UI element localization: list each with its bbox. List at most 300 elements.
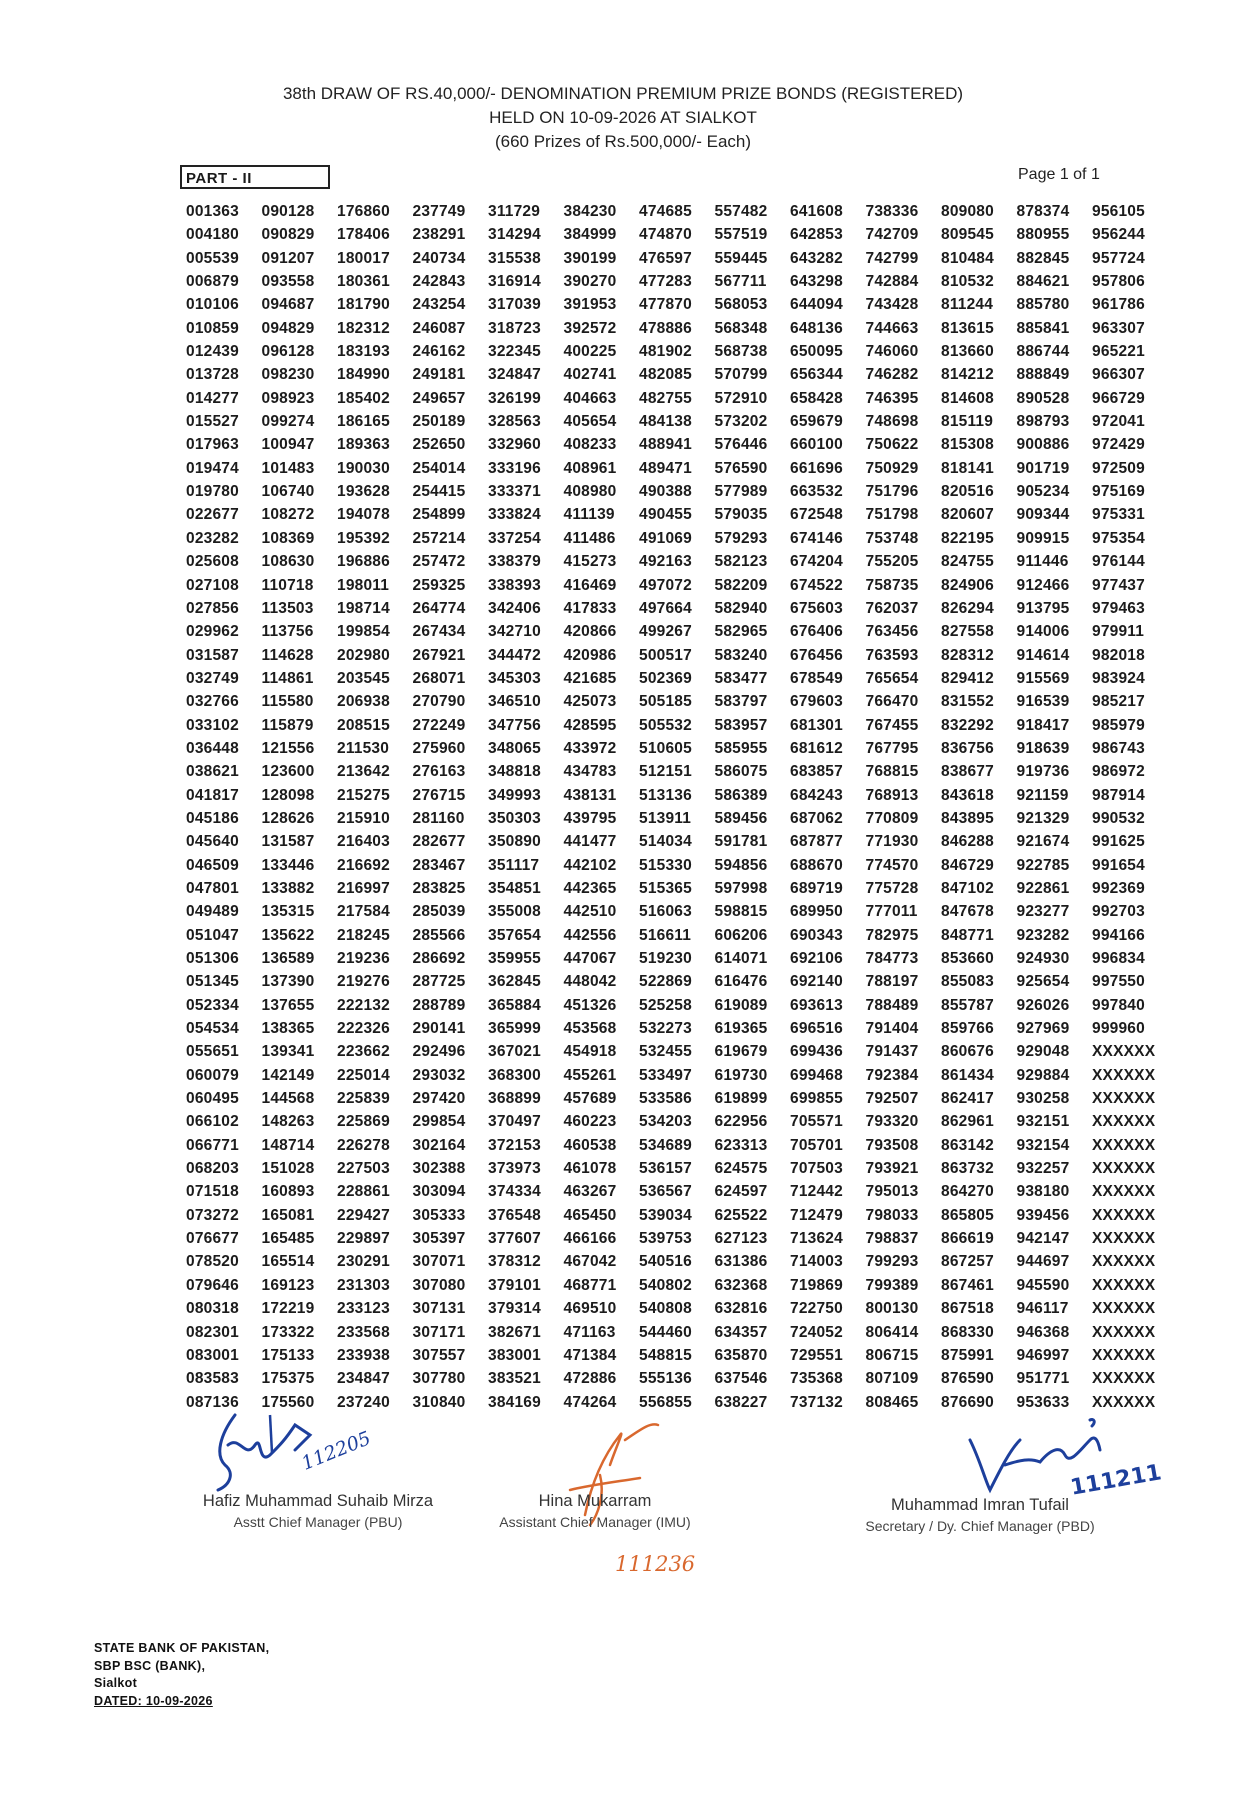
bond-number: 087136	[186, 1393, 239, 1411]
bond-number: 712442	[790, 1183, 843, 1201]
bond-number: 276163	[412, 763, 466, 781]
bond-number: 326199	[488, 389, 541, 407]
bond-number: 882845	[1016, 249, 1070, 267]
bond-number: 006879	[186, 273, 239, 291]
bond-number: 218245	[337, 926, 390, 944]
bond-number: 405654	[563, 413, 617, 431]
bond-number: 442365	[563, 879, 617, 897]
bond-number: 925654	[1016, 973, 1070, 991]
bond-number: 079646	[186, 1276, 239, 1294]
bond-number: 499267	[639, 623, 692, 641]
bond-number: 648136	[790, 319, 843, 337]
bond-number: 344472	[488, 646, 541, 664]
bond-number: 189363	[337, 436, 390, 454]
bond-number: 674204	[790, 553, 843, 571]
bond-number: XXXXXX	[1092, 1300, 1156, 1318]
bond-number: 225869	[337, 1113, 390, 1131]
bond-number: XXXXXX	[1092, 1066, 1156, 1084]
bond-number: XXXXXX	[1092, 1160, 1156, 1178]
bond-number: 957724	[1092, 249, 1145, 267]
bond-number: 586075	[714, 763, 768, 781]
bond-number: 623313	[714, 1136, 768, 1154]
bond-number: 681301	[790, 716, 843, 734]
bond-number: 019780	[186, 483, 239, 501]
bond-number: 252650	[412, 436, 466, 454]
signature-2-annotation: 111236	[615, 1552, 696, 1576]
bond-number: 926026	[1016, 996, 1070, 1014]
bond-number: 972041	[1092, 413, 1145, 431]
bond-number: 438131	[563, 786, 617, 804]
bond-number: 490388	[639, 483, 692, 501]
bond-number: 453568	[563, 1020, 617, 1038]
bond-number: 482085	[639, 366, 692, 384]
bond-number: 619365	[714, 1020, 768, 1038]
bond-number: 806715	[865, 1346, 919, 1364]
signatory-3	[830, 1494, 1130, 1536]
bond-number: 919736	[1016, 763, 1070, 781]
bond-number: 832292	[941, 716, 994, 734]
bond-number: 068203	[186, 1160, 239, 1178]
bond-number: 863142	[941, 1136, 994, 1154]
bond-number: 311729	[488, 203, 541, 220]
bond-number: 699468	[790, 1066, 843, 1084]
bond-number: 991625	[1092, 833, 1145, 851]
bond-column	[488, 200, 564, 1414]
bond-number: 428595	[563, 716, 617, 734]
bond-number: 815119	[941, 413, 994, 431]
bond-number: 807109	[865, 1370, 919, 1388]
bond-number: 514034	[639, 833, 692, 851]
bond-number: 415273	[563, 553, 617, 571]
bond-number: 930258	[1016, 1090, 1070, 1108]
bond-number: 598815	[714, 903, 768, 921]
bond-number: 367021	[488, 1043, 541, 1061]
bond-number: 172219	[261, 1300, 315, 1318]
bond-number: 457689	[563, 1090, 617, 1108]
bond-number: 826294	[941, 599, 994, 617]
part-label: PART - II	[180, 165, 330, 189]
bond-number: 885841	[1016, 319, 1070, 337]
bond-number: 953633	[1016, 1393, 1070, 1411]
bond-number: 175560	[261, 1393, 315, 1411]
bond-number: 492163	[639, 553, 692, 571]
bond-number: 692106	[790, 950, 843, 967]
bond-number: 287725	[412, 973, 466, 991]
bond-number: 023282	[186, 529, 239, 547]
bond-number: 460538	[563, 1136, 617, 1154]
bond-number: 788197	[865, 973, 919, 991]
bond-number: 750622	[865, 436, 919, 454]
bond-number: 939456	[1016, 1206, 1070, 1224]
bond-number: 918639	[1016, 739, 1070, 757]
bond-number: 489471	[639, 459, 692, 477]
bond-number: 768913	[865, 786, 919, 804]
bond-number: 377607	[488, 1230, 541, 1248]
bond-number: 307557	[412, 1346, 466, 1364]
bond-number: 843895	[941, 809, 994, 827]
bond-number: 724052	[790, 1323, 843, 1341]
bond-number: 818141	[941, 459, 994, 477]
bond-number: 148263	[261, 1113, 315, 1131]
bond-number: 357654	[488, 926, 541, 944]
bond-number: 532455	[639, 1043, 692, 1061]
bond-number: 082301	[186, 1323, 239, 1341]
bond-number: 307131	[412, 1300, 466, 1318]
bond-number: 230291	[337, 1253, 390, 1271]
bond-number: 768815	[865, 763, 919, 781]
bond-number: 616476	[714, 973, 768, 991]
signatory-1	[168, 1490, 468, 1532]
bond-number: 865805	[941, 1206, 994, 1224]
bond-column	[639, 200, 715, 1414]
signatory-2-title: Assistant Chief Manager (IMU)	[499, 1514, 691, 1530]
bond-number: 746282	[865, 366, 919, 384]
bond-number: 597998	[714, 879, 768, 897]
bond-number: 080318	[186, 1300, 239, 1318]
bond-number: 123600	[261, 763, 315, 781]
bond-number: 909344	[1016, 506, 1070, 524]
bond-number: 216403	[337, 833, 390, 851]
bond-number: 956244	[1092, 226, 1145, 244]
bond-number: 502369	[639, 669, 692, 687]
bond-number: 656344	[790, 366, 843, 384]
bond-number: 976144	[1092, 553, 1145, 571]
bond-number: 864270	[941, 1183, 994, 1201]
bond-number: 843618	[941, 786, 994, 804]
bond-number: 322345	[488, 343, 541, 361]
bond-number: 824755	[941, 553, 994, 571]
bond-number: 632816	[714, 1300, 768, 1318]
bond-number: 927969	[1016, 1020, 1070, 1038]
bond-number: 836756	[941, 739, 994, 757]
bond-number: XXXXXX	[1092, 1230, 1156, 1248]
bond-number: XXXXXX	[1092, 1253, 1156, 1271]
bond-number: XXXXXX	[1092, 1276, 1156, 1294]
bond-number: 932257	[1016, 1160, 1070, 1178]
bond-number: 676456	[790, 646, 843, 664]
bond-number: 404663	[563, 389, 617, 407]
bond-number: 379314	[488, 1300, 541, 1318]
bond-number: 400225	[563, 343, 617, 361]
bond-number: 735368	[790, 1370, 843, 1388]
bond-number: 659679	[790, 413, 843, 431]
bond-number: 693613	[790, 996, 843, 1014]
bond-number: 714003	[790, 1253, 843, 1271]
bond-number: 979463	[1092, 599, 1145, 617]
signature-3-annotation: 111211	[1068, 1460, 1164, 1501]
bond-number: 513136	[639, 786, 692, 804]
bond-number: 696516	[790, 1020, 843, 1038]
signatory-2	[470, 1490, 720, 1532]
bond-number: 642853	[790, 226, 843, 244]
bond-number: 583477	[714, 669, 768, 687]
bond-number: 576590	[714, 459, 768, 477]
bond-number: 921159	[1016, 786, 1069, 804]
bond-number: 985979	[1092, 716, 1145, 734]
bond-number: 203545	[337, 669, 390, 687]
bond-number: 115879	[261, 716, 314, 734]
bond-number: 083001	[186, 1346, 239, 1364]
bond-number: 372153	[488, 1136, 541, 1154]
bond-number: 811244	[941, 296, 994, 314]
bond-number: 302388	[412, 1160, 466, 1178]
bond-number: 536157	[639, 1160, 692, 1178]
bond-number: 384999	[563, 226, 617, 244]
bond-number: 299854	[412, 1113, 466, 1131]
bond-number: 362845	[488, 973, 541, 991]
bond-number: 838677	[941, 763, 994, 781]
bond-number: 114861	[261, 669, 314, 687]
bond-number: 254415	[412, 483, 466, 501]
bond-number: 847678	[941, 903, 994, 921]
bond-number: 208515	[337, 716, 390, 734]
bond-number: 099274	[261, 413, 315, 431]
bond-number: 051306	[186, 950, 239, 967]
bond-number: 246087	[412, 319, 466, 337]
bond-number: 705571	[790, 1113, 843, 1131]
bond-number: 052334	[186, 996, 239, 1014]
bond-number: 183193	[337, 343, 390, 361]
bond-number: 674146	[790, 529, 843, 547]
bond-number: 180017	[337, 249, 390, 267]
bond-number: 114628	[261, 646, 314, 664]
bond-number: 681612	[790, 739, 843, 757]
bond-number: 073272	[186, 1206, 239, 1224]
signatory-2-name: Hina Mukarram	[538, 1492, 652, 1510]
bond-number: 137390	[261, 973, 315, 991]
bond-number: 750929	[865, 459, 919, 477]
bond-number: 051345	[186, 973, 239, 991]
bond-number: 951771	[1016, 1370, 1070, 1388]
bond-number: 215910	[337, 809, 390, 827]
bond-number: 555136	[639, 1370, 692, 1388]
bond-number: 932154	[1016, 1136, 1070, 1154]
bond-number: 169123	[261, 1276, 315, 1294]
bond-number: 223662	[337, 1043, 390, 1061]
bond-number: 965221	[1092, 343, 1145, 361]
bond-number: 476597	[639, 249, 692, 267]
bond-number: 038621	[186, 763, 239, 781]
bond-number: 614071	[714, 950, 768, 967]
bond-number: 589456	[714, 809, 768, 827]
bond-number: 579035	[714, 506, 768, 524]
bond-number: 922785	[1016, 856, 1070, 874]
bond-number: 884621	[1016, 273, 1070, 291]
bond-number: 961786	[1092, 296, 1145, 314]
bond-number: 206938	[337, 693, 390, 711]
bond-number: 753748	[865, 529, 919, 547]
bond-number: 829412	[941, 669, 994, 687]
bond-number: 985217	[1092, 693, 1145, 711]
bond-number: 743428	[865, 296, 919, 314]
bond-number: 876590	[941, 1370, 994, 1388]
bond-number: 532273	[639, 1020, 692, 1038]
bond-number: 643298	[790, 273, 843, 291]
bond-number: 901719	[1016, 459, 1070, 477]
bond-number: 228861	[337, 1183, 390, 1201]
bond-number: 944697	[1016, 1253, 1070, 1271]
bond-number: 922861	[1016, 879, 1070, 897]
bond-number: 474264	[563, 1393, 617, 1411]
bond-number: 460223	[563, 1113, 617, 1131]
bond-number: 512151	[639, 763, 692, 781]
bond-number: 820607	[941, 506, 994, 524]
bond-number: 420866	[563, 623, 617, 641]
bond-number: 015527	[186, 413, 239, 431]
bond-number: 900886	[1016, 436, 1070, 454]
bond-number: 227503	[337, 1160, 390, 1178]
bond-number: 853660	[941, 950, 994, 967]
bond-number: 782975	[865, 926, 919, 944]
bond-number: 175375	[261, 1370, 315, 1388]
bond-number: 465450	[563, 1206, 617, 1224]
bond-number: 795013	[865, 1183, 919, 1201]
bond-number: 824906	[941, 576, 994, 594]
bond-number: 982018	[1092, 646, 1145, 664]
bond-number: 032749	[186, 669, 239, 687]
bond-number: 519230	[639, 950, 692, 967]
bond-number: 746060	[865, 343, 919, 361]
bond-number: 689719	[790, 879, 843, 897]
bond-number: 332960	[488, 436, 541, 454]
bond-number: 066771	[186, 1136, 239, 1154]
bond-number: 777011	[865, 903, 918, 921]
bond-number: 625522	[714, 1206, 768, 1224]
bond-number: 408233	[563, 436, 617, 454]
bond-number: 911446	[1016, 553, 1069, 571]
bond-number: 347756	[488, 716, 541, 734]
bond-number: 866619	[941, 1230, 994, 1248]
bond-number: 128098	[261, 786, 315, 804]
bond-number: 307780	[412, 1370, 466, 1388]
bond-number-table	[186, 200, 1168, 1414]
bond-number: XXXXXX	[1092, 1043, 1156, 1061]
bond-number: 066102	[186, 1113, 239, 1131]
bond-number: 478886	[639, 319, 692, 337]
bond-number: 350890	[488, 833, 541, 851]
bond-number: 770809	[865, 809, 919, 827]
bond-number: 215275	[337, 786, 390, 804]
bond-number: 219236	[337, 950, 390, 967]
bond-number: 466166	[563, 1230, 617, 1248]
bond-number: 348065	[488, 739, 541, 757]
bond-number: 986743	[1092, 739, 1145, 757]
bond-number: 233938	[337, 1346, 390, 1364]
bond-number: 151028	[261, 1160, 315, 1178]
bond-number: 254014	[412, 459, 466, 477]
document-header	[0, 82, 1246, 154]
bond-number: 359955	[488, 950, 541, 967]
bond-number: 573202	[714, 413, 768, 431]
bond-number: 707503	[790, 1160, 843, 1178]
bond-number: 139341	[261, 1043, 315, 1061]
bond-number: 583240	[714, 646, 768, 664]
bond-number: 758735	[865, 576, 919, 594]
bond-number: 979911	[1092, 623, 1145, 641]
bond-number: 643282	[790, 249, 843, 267]
bond-number: 441477	[563, 833, 617, 851]
bond-number: 831552	[941, 693, 994, 711]
bond-number: 249657	[412, 389, 466, 407]
bond-number: 333824	[488, 506, 541, 524]
bond-number: 914614	[1016, 646, 1070, 664]
bond-number: XXXXXX	[1092, 1113, 1156, 1131]
bond-number: 259325	[412, 576, 466, 594]
bond-number: 378312	[488, 1253, 541, 1271]
bond-number: 945590	[1016, 1276, 1070, 1294]
bond-number: 451326	[563, 996, 617, 1014]
bond-number: 202980	[337, 646, 390, 664]
bond-number: 557519	[714, 226, 768, 244]
bond-number: 185402	[337, 389, 390, 407]
bond-number: 196886	[337, 553, 390, 571]
bond-number: 579293	[714, 529, 768, 547]
bond-column	[337, 200, 413, 1414]
bond-number: 791404	[865, 1020, 919, 1038]
bond-number: 582209	[714, 576, 768, 594]
bond-number: 650095	[790, 343, 843, 361]
bond-number: 484138	[639, 413, 692, 431]
bond-number: 744663	[865, 319, 919, 337]
bond-number: 411486	[563, 529, 616, 547]
bond-number: 638227	[714, 1393, 768, 1411]
bond-number: 368899	[488, 1090, 541, 1108]
bond-number: 392572	[563, 319, 617, 337]
bond-number: 992703	[1092, 903, 1145, 921]
bond-number: 307080	[412, 1276, 466, 1294]
bond-number: 442102	[563, 856, 617, 874]
bond-number: 165514	[261, 1253, 315, 1271]
bond-number: 916539	[1016, 693, 1070, 711]
bond-number: 606206	[714, 926, 768, 944]
bond-number: 582123	[714, 553, 768, 571]
bond-column	[262, 200, 338, 1414]
bond-number: 956105	[1092, 203, 1145, 220]
bond-number: 108369	[261, 529, 315, 547]
bond-number: 328563	[488, 413, 541, 431]
bond-column	[1017, 200, 1093, 1414]
bond-number: 775728	[865, 879, 919, 897]
bond-number: 333196	[488, 459, 541, 477]
bond-number: 544460	[639, 1323, 692, 1341]
bond-number: 815308	[941, 436, 994, 454]
bond-number: 799389	[865, 1276, 919, 1294]
bond-column	[564, 200, 640, 1414]
bond-number: 031587	[186, 646, 239, 664]
bond-number: 536567	[639, 1183, 692, 1201]
bond-number: 929884	[1016, 1066, 1070, 1084]
bond-number: 391953	[563, 296, 617, 314]
bond-number: 318723	[488, 319, 541, 337]
bond-number: 766470	[865, 693, 919, 711]
bond-number: 106740	[261, 483, 315, 501]
bond-number: 814608	[941, 389, 994, 407]
bond-number: XXXXXX	[1092, 1183, 1156, 1201]
bond-number: 746395	[865, 389, 919, 407]
bond-number: 788489	[865, 996, 919, 1014]
bond-number: 005539	[186, 249, 239, 267]
bond-number: 027108	[186, 576, 239, 594]
bond-number: 272249	[412, 716, 466, 734]
bond-number: 472886	[563, 1370, 617, 1388]
bond-number: 806414	[865, 1323, 919, 1341]
bond-number: 505532	[639, 716, 692, 734]
bond-number: 568348	[714, 319, 768, 337]
bond-number: 442510	[563, 903, 617, 921]
bond-number: 351117	[488, 856, 540, 874]
bond-number: 425073	[563, 693, 617, 711]
bond-number: 687877	[790, 833, 843, 851]
